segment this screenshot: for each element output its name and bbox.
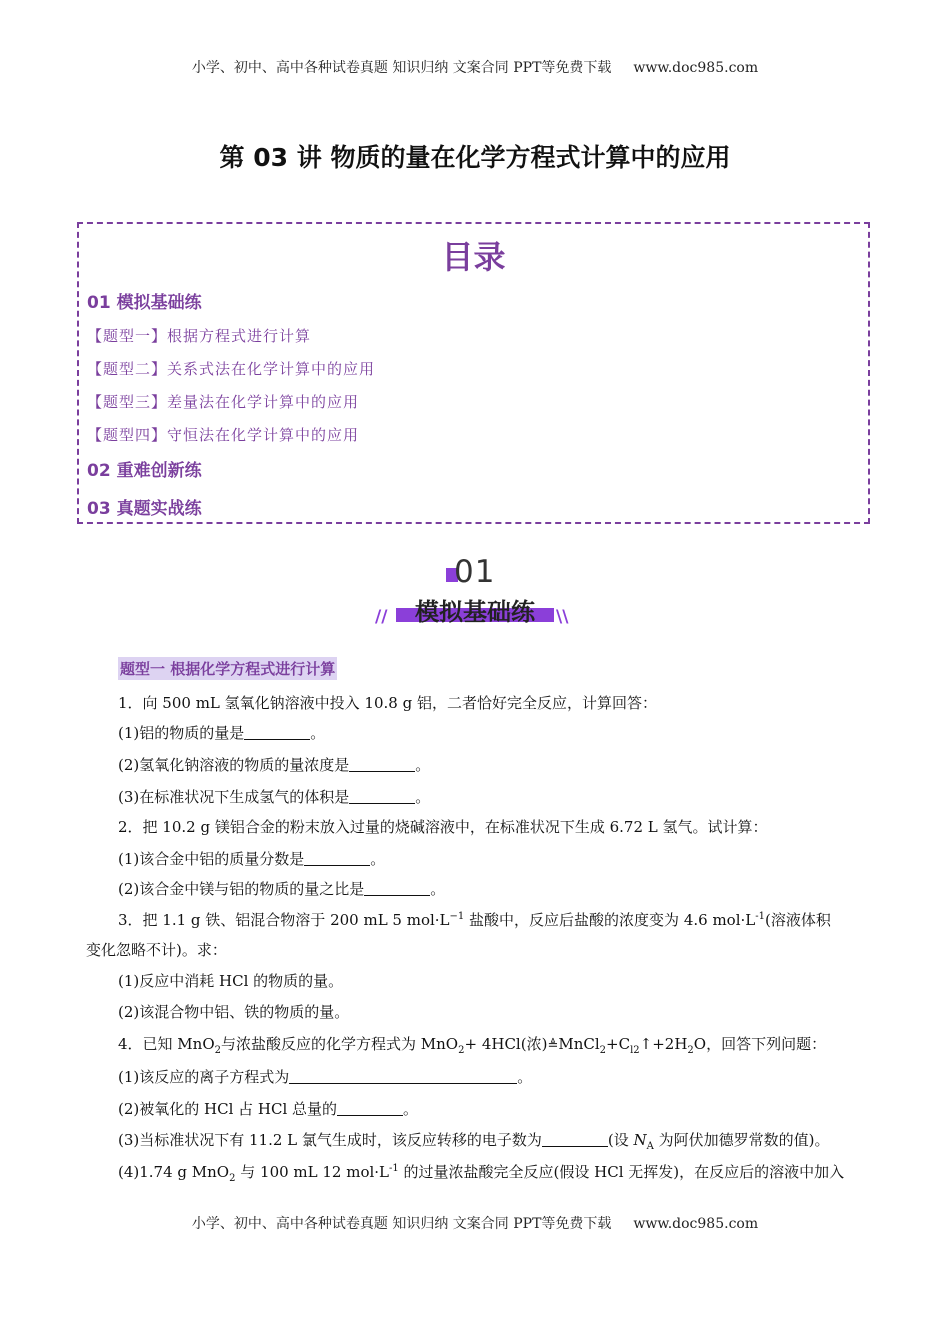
question-1: 1．向 500 mL 氢氧化钠溶液中投入 10.8 g 铝，二者恰好完全反应，计算回答： bbox=[118, 694, 657, 712]
section-label: 模拟基础练 bbox=[415, 598, 535, 626]
table-of-contents bbox=[77, 222, 870, 524]
question-3-line-1: 3．把 1.1 g 铁、铝混合物溶于 200 mL 5 $mol\cdot L^{-1}$ 盐酸中，反应后盐酸的浓度变为 4.6 $mol\cdot L^{-1}$(溶液体积 bbox=[118, 911, 831, 929]
toc-item-section-01[interactable]: 01 模拟基础练 bbox=[87, 293, 202, 313]
answer-blank[interactable] bbox=[244, 725, 310, 740]
question-3-line-2: 变化忽略不计)。求： bbox=[86, 941, 227, 959]
toc-item-type-1[interactable]: 【题型一】根据方程式进行计算 bbox=[87, 327, 312, 345]
question-1-part-3: (3)在标准状况下生成氢气的体积是 。 bbox=[118, 788, 431, 806]
toc-item-type-3[interactable]: 【题型三】差量法在化学计算中的应用 bbox=[87, 393, 360, 411]
toc-heading: 目录 bbox=[441, 238, 506, 276]
toc-item-type-2[interactable]: 【题型二】关系式法在化学计算中的应用 bbox=[87, 360, 376, 378]
answer-blank[interactable] bbox=[304, 851, 370, 866]
page-title: 第 03 讲 物质的量在化学方程式计算中的应用 bbox=[219, 143, 731, 172]
question-1-part-1: (1)铝的物质的量是 。 bbox=[118, 724, 326, 742]
question-4: 4．已知 MnO$_2$与浓盐酸反应的化学方程式为 MnO$_2$+ 4HCl(浓)$≜MnCl_2+C_{l2}↑+2H_2O$，回答下列问题： bbox=[118, 1035, 827, 1056]
footer-text: 小学、初中、高中各种试卷真题 知识归纳 文案合同 PPT等免费下载 bbox=[191, 1216, 612, 1232]
question-4-part-1: (1)该反应的离子方程式为 。 bbox=[118, 1068, 533, 1086]
header-site[interactable]: www.doc985.com bbox=[633, 60, 759, 76]
page-header bbox=[0, 57, 950, 77]
toc-item-section-03[interactable]: 03 真题实战练 bbox=[87, 499, 202, 519]
footer-site[interactable]: www.doc985.com bbox=[633, 1216, 759, 1232]
answer-blank[interactable] bbox=[349, 789, 415, 804]
toc-item-type-4[interactable]: 【题型四】守恒法在化学计算中的应用 bbox=[87, 426, 360, 444]
question-2: 2．把 10.2 g 镁铝合金的粉末放入过量的烧碱溶液中，在标准状况下生成 6.72 L 氢气。试计算： bbox=[118, 818, 768, 836]
heating-equal-sign: ≜ bbox=[547, 1038, 559, 1053]
slash-left-decoration: // bbox=[375, 607, 388, 627]
page-footer bbox=[0, 1213, 950, 1233]
answer-blank[interactable] bbox=[289, 1069, 517, 1084]
question-3-part-2: (2)该混合物中铝、铁的物质的量。 bbox=[118, 1003, 350, 1021]
answer-blank[interactable] bbox=[364, 881, 430, 896]
section-number: 01 bbox=[454, 554, 496, 590]
question-type-heading: 题型一 根据化学方程式进行计算 bbox=[118, 657, 337, 680]
section-badge bbox=[370, 552, 580, 637]
answer-blank[interactable] bbox=[337, 1101, 403, 1116]
header-text: 小学、初中、高中各种试卷真题 知识归纳 文案合同 PPT等免费下载 bbox=[191, 60, 612, 76]
answer-blank[interactable] bbox=[349, 757, 415, 772]
toc-item-section-02[interactable]: 02 重难创新练 bbox=[87, 461, 202, 481]
question-1-part-2: (2)氢氧化钠溶液的物质的量浓度是 。 bbox=[118, 756, 431, 774]
question-4-part-4: (4)1.74 g MnO$_2$ 与 100 mL 12 $mol\cdot L^{-1}$ 的过量浓盐酸完全反应(假设 HCl 无挥发)，在反应后的溶液中加入 bbox=[118, 1163, 845, 1184]
question-3-part-1: (1)反应中消耗 HCl 的物质的量。 bbox=[118, 972, 344, 990]
question-2-part-2: (2)该合金中镁与铝的物质的量之比是 。 bbox=[118, 880, 446, 898]
answer-blank[interactable] bbox=[542, 1132, 608, 1147]
question-2-part-1: (1)该合金中铝的质量分数是 。 bbox=[118, 850, 386, 868]
slash-right-decoration: \\ bbox=[556, 607, 569, 627]
question-4-part-3: (3)当标准状况下有 11.2 L 氯气生成时，该反应转移的电子数为 (设 $N_A$ 为阿伏加德罗常数的值)。 bbox=[118, 1131, 830, 1152]
question-4-part-2: (2)被氧化的 HCl 占 HCl 总量的 。 bbox=[118, 1100, 419, 1118]
